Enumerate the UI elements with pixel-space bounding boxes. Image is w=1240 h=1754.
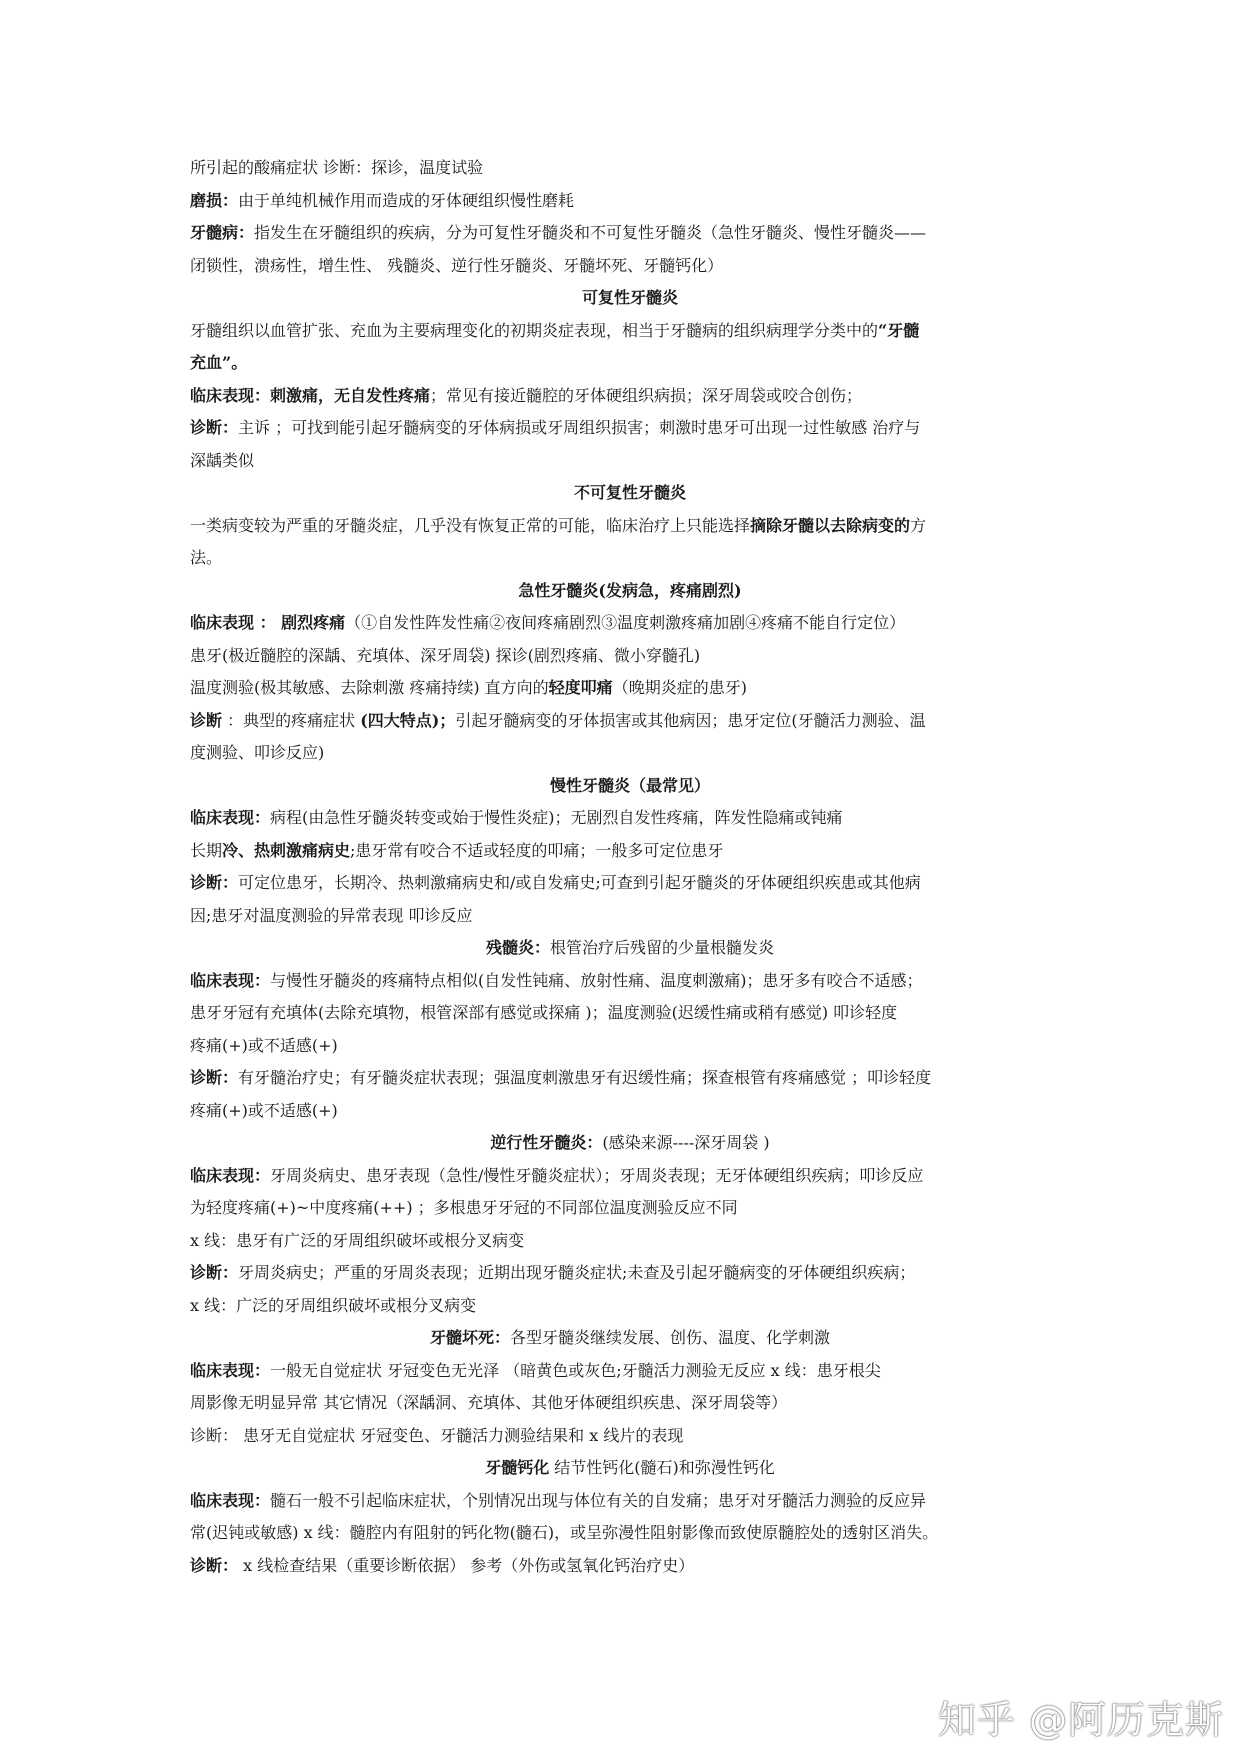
text-line	[190, 672, 1070, 705]
body-text: 牙周炎病史、患牙表现（急性/慢性牙髓炎症状）；牙周炎表现；无牙体硬组织疾病；叩诊反应	[270, 1165, 924, 1185]
text-line	[190, 1095, 1070, 1128]
body-text: x 线：广泛的牙周组织破坏或根分叉病变	[190, 1295, 477, 1315]
bold-text: 临床表现：	[190, 1360, 271, 1380]
text-line	[190, 1290, 1070, 1323]
bold-text: 轻度叩痛	[548, 678, 613, 697]
text-line	[190, 1420, 1070, 1453]
text-line	[190, 510, 1070, 543]
body-text: 根管治疗后残留的少量根髓发炎	[550, 938, 775, 957]
bold-text: 牙髓病：	[190, 223, 255, 242]
bold-text: 诊断：	[190, 873, 239, 892]
body-text: 因;患牙对温度测验的异常表现 叩诊反应	[190, 905, 473, 925]
bold-text: “牙髓	[878, 320, 920, 340]
text-line	[190, 1192, 1070, 1225]
body-text: 诊断： 患牙无自觉症状 牙冠变色、牙髓活力测验结果和 x 线片的表现	[190, 1425, 684, 1445]
bold-text: 残髓炎：	[485, 938, 550, 957]
bold-text: 可复性牙髓炎	[581, 288, 678, 307]
bold-text: 冷、热刺激痛病史	[222, 840, 351, 860]
body-text: 疼痛(+)或不适感(+)	[190, 1100, 338, 1120]
text-line	[190, 412, 1070, 445]
zhihu-watermark: 知乎 @阿历克斯	[937, 1698, 1224, 1742]
body-text: 可定位患牙，长期冷、热刺激痛病史和/或自发痛史;可查到引起牙髓炎的牙体硬组织疾患或其他病	[238, 873, 921, 892]
body-text: 一类病变较为严重的牙髓炎症，几乎没有恢复正常的可能，临床治疗上只能选择	[190, 515, 751, 535]
bold-text: 不可复性牙髓炎	[573, 483, 686, 502]
bold-text: 诊断：	[190, 1263, 239, 1282]
section-heading	[190, 1322, 1070, 1355]
body-text: 各型牙髓炎继续发展、创伤、温度、化学刺激	[510, 1328, 831, 1347]
text-line	[190, 1550, 1070, 1583]
body-text: 一般无自觉症状 牙冠变色无光泽 （暗黄色或灰色;牙髓活力测验无反应 x 线：患牙根尖	[270, 1360, 881, 1380]
text-line	[190, 152, 1070, 185]
body-text: （①自发性阵发性痛②夜间疼痛剧烈③温度刺激疼痛加剧④疼痛不能自行定位）	[345, 613, 906, 632]
text-line	[190, 705, 1070, 738]
body-text: ；常见有接近髓腔的牙体硬组织病损；深牙周袋或咬合创伤；	[430, 385, 863, 405]
text-line	[190, 1517, 1070, 1550]
body-text: 有牙髓治疗史；有牙髓炎症状表现；强温度刺激患牙有迟缓性痛；探查根管有疼痛感觉 ；叩诊轻度	[238, 1068, 932, 1087]
text-line	[190, 347, 1070, 380]
body-text: 牙髓组织以血管扩张、充血为主要病理变化的初期炎症表现，相当于牙髓病的组织病理学分类中的	[190, 320, 879, 340]
text-line	[190, 542, 1070, 575]
body-text: 指发生在牙髓组织的疾病，分为可复性牙髓炎和不可复性牙髓炎（急性牙髓炎、慢性牙髓炎——	[254, 223, 927, 242]
body-text: 主诉 ；可找到能引起牙髓病变的牙体病损或牙周组织损害；刺激时患牙可出现一过性敏感 治疗与	[238, 418, 921, 437]
section-heading	[190, 575, 1070, 608]
text-line	[190, 1225, 1070, 1258]
bold-text: 逆行性牙髓炎：	[490, 1133, 603, 1152]
body-text: 所引起的酸痛症状 诊断：探诊，温度试验	[190, 158, 484, 177]
body-text: 方	[910, 515, 927, 535]
bold-text: 磨损：	[190, 190, 239, 210]
body-text: 为轻度疼痛(+)~中度疼痛(++) ；多根患牙牙冠的不同部位温度测验反应不同	[190, 1198, 738, 1217]
text-line	[190, 315, 1070, 348]
text-line	[190, 445, 1070, 478]
section-heading	[190, 477, 1070, 510]
text-line	[190, 380, 1070, 413]
bold-text: 临床表现：刺激痛，无自发性疼痛	[190, 385, 431, 405]
body-text: 引起牙髓病变的牙体损害或其他病因；患牙定位(牙髓活力测验、温	[455, 710, 926, 730]
body-text: 病程(由急性牙髓炎转变或始于慢性炎症)；无剧烈自发性疼痛，阵发性隐痛或钝痛	[270, 808, 843, 827]
text-line	[190, 1257, 1070, 1290]
body-text: 患牙(极近髓腔的深龋、充填体、深牙周袋) 探诊(剧烈疼痛、微小穿髓孔)	[190, 645, 701, 665]
text-line	[190, 1355, 1070, 1388]
body-text: 与慢性牙髓炎的疼痛特点相似(自发性钝痛、放射性痛、温度刺激痛)；患牙多有咬合不适感；	[270, 970, 923, 990]
bold-text: 充血”。	[190, 353, 248, 372]
body-text: 疼痛(+)或不适感(+)	[190, 1035, 338, 1055]
text-line	[190, 737, 1070, 770]
body-text: 温度测验(极其敏感、去除刺激 疼痛持续) 直方向的	[190, 678, 549, 697]
section-heading	[190, 282, 1070, 315]
bold-text: 临床表现：	[190, 1165, 271, 1185]
body-text: x 线检查结果（重要诊断依据） 参考（外伤或氢氧化钙治疗史）	[238, 1555, 695, 1575]
bold-text: 临床表现：	[190, 1490, 271, 1510]
bold-text: 牙髓坏死：	[429, 1328, 510, 1347]
section-heading	[190, 1452, 1070, 1485]
section-heading	[190, 932, 1070, 965]
text-line	[190, 835, 1070, 868]
text-line	[190, 900, 1070, 933]
body-text: 周影像无明显异常 其它情况（深龋洞、充填体、其他牙体硬组织疾患、深牙周袋等）	[190, 1393, 788, 1412]
body-text: 度测验、叩诊反应)	[190, 743, 325, 762]
body-text: 由于单纯机械作用而造成的牙体硬组织慢性磨耗	[238, 190, 575, 210]
section-heading	[190, 1127, 1070, 1160]
bold-text: 诊断	[190, 710, 223, 730]
text-line	[190, 250, 1070, 283]
text-line	[190, 997, 1070, 1030]
body-text: (感染来源----深牙周袋 )	[602, 1133, 770, 1152]
body-text: 牙周炎病史；严重的牙周炎表现；近期出现牙髓炎症状;未查及引起牙髓病变的牙体硬组织疾病；	[238, 1263, 916, 1282]
bold-text: 摘除牙髓以去除病变的	[750, 515, 911, 535]
text-line	[190, 640, 1070, 673]
document-body	[190, 152, 1070, 1582]
text-line	[190, 965, 1070, 998]
text-line	[190, 1030, 1070, 1063]
body-text: 髓石一般不引起临床症状，个别情况出现与体位有关的自发痛；患牙对牙髓活力测验的反应异	[270, 1490, 927, 1510]
section-heading	[190, 770, 1070, 803]
text-line	[190, 607, 1070, 640]
body-text: x 线：患牙有广泛的牙周组织破坏或根分叉病变	[190, 1230, 525, 1250]
bold-text: 诊断：	[190, 1068, 239, 1087]
bold-text: (四大特点)；	[360, 710, 456, 730]
body-text: ：典型的疼痛症状	[222, 710, 361, 730]
text-line	[190, 1062, 1070, 1095]
bold-text: 诊断：	[190, 418, 239, 437]
body-text: （晚期炎症的患牙)	[612, 678, 747, 697]
bold-text: 急性牙髓炎(发病急，疼痛剧烈)	[518, 580, 742, 600]
body-text: 结节性钙化(髓石)和弥漫性钙化	[549, 1458, 775, 1477]
bold-text: 临床表现：	[190, 808, 271, 827]
text-line	[190, 217, 1070, 250]
body-text: 闭锁性，溃疡性，增生性、 残髓炎、逆行性牙髓炎、牙髓坏死、牙髓钙化）	[190, 255, 724, 275]
bold-text: 临床表现：	[190, 970, 271, 990]
bold-text: 临床表现 ： 剧烈疼痛	[190, 613, 346, 632]
text-line	[190, 1485, 1070, 1518]
body-text: ;患牙常有咬合不适或轻度的叩痛；一般多可定位患牙	[350, 840, 724, 860]
body-text: 常(迟钝或敏感) x 线：髓腔内有阻射的钙化物(髓石)，或呈弥漫性阻射影像而致使原髓腔处的透射区消失。	[190, 1523, 939, 1542]
body-text: 患牙牙冠有充填体(去除充填物，根管深部有感觉或探痛 )；温度测验(迟缓性痛或稍有感觉) 叩诊轻度	[190, 1003, 898, 1022]
text-line	[190, 1160, 1070, 1193]
text-line	[190, 185, 1070, 218]
bold-text: 牙髓钙化	[485, 1458, 550, 1477]
bold-text: 慢性牙髓炎（最常见）	[549, 775, 710, 795]
text-line	[190, 1387, 1070, 1420]
text-line	[190, 867, 1070, 900]
text-line	[190, 802, 1070, 835]
body-text: 深龋类似	[190, 450, 255, 470]
body-text: 长期	[190, 840, 223, 860]
bold-text: 诊断：	[190, 1555, 239, 1575]
body-text: 法。	[190, 548, 223, 567]
